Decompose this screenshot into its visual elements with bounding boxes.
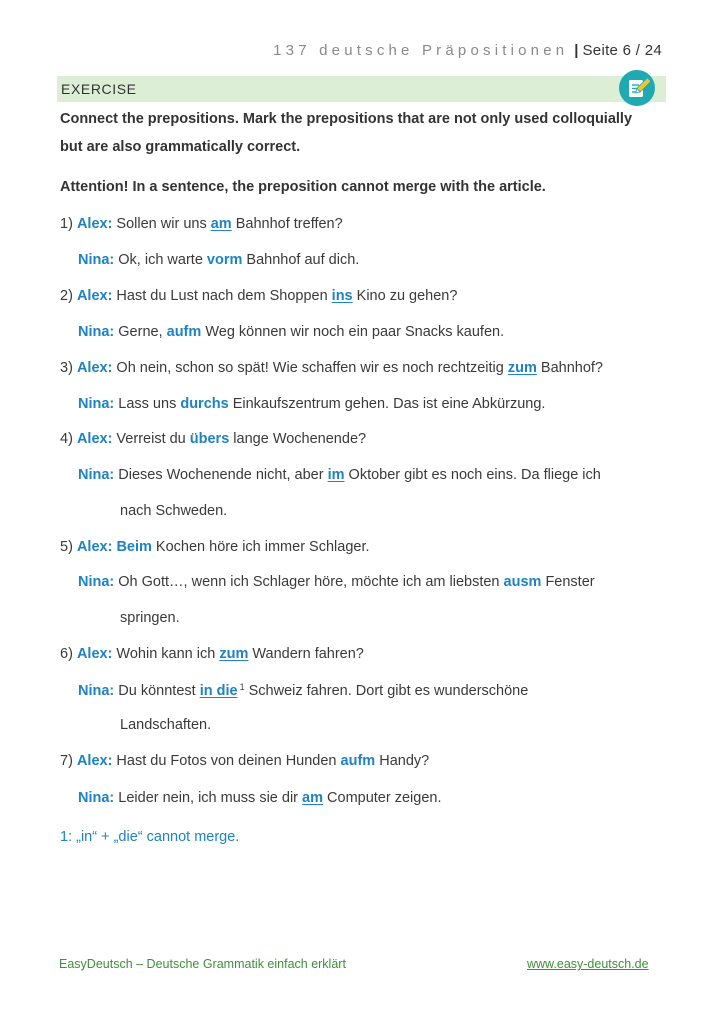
preposition-answer: in die: [199, 683, 238, 699]
page-header: [273, 42, 662, 59]
preposition-answer: am: [302, 790, 323, 806]
speaker-nina: Nina:: [78, 396, 115, 412]
sentence-text: Weg können wir noch ein paar Snacks kaufen.: [201, 324, 505, 340]
sentence-text: Kochen höre ich immer Schlager.: [151, 539, 370, 555]
sentence-text: Hast du Lust nach dem Shoppen: [112, 288, 332, 304]
page-number: Seite 6 / 24: [582, 42, 662, 59]
sentence-text: Dieses Wochenende nicht, aber: [114, 467, 328, 483]
pencil-note-icon: [619, 70, 655, 106]
sentence-text: Bahnhof auf dich.: [242, 252, 360, 268]
speaker-nina: Nina:: [78, 252, 115, 268]
dialogue-5-nina-continued: springen.: [120, 610, 180, 626]
speaker-alex: Alex:: [76, 360, 113, 376]
sentence-text: Schweiz fahren. Dort gibt es wunderschöne: [244, 683, 529, 699]
sentence-text: Bahnhof?: [536, 360, 603, 376]
speaker-alex: Alex:: [76, 539, 113, 555]
sentence-text: Kino zu gehen?: [352, 288, 458, 304]
sentence-text: Verreist du: [112, 431, 190, 447]
sentence-text: Oktober gibt es noch eins. Da fliege ich: [344, 467, 601, 483]
preposition-answer: am: [210, 216, 232, 232]
sentence-text: Wandern fahren?: [248, 646, 364, 662]
exercise-label: EXERCISE: [61, 81, 137, 97]
dialogue-6-nina: [78, 682, 528, 699]
sentence-text: Handy?: [375, 753, 430, 769]
dialogue-7-alex: [60, 753, 429, 769]
preposition-answer: Beim: [116, 539, 152, 555]
document-title: 137 deutsche Präpositionen: [273, 42, 569, 59]
sentence-text: Oh Gott…, wenn ich Schlager höre, möchte ich am liebsten: [114, 574, 504, 590]
sentence-text: Bahnhof treffen?: [231, 216, 343, 232]
sentence-text: Gerne,: [114, 324, 167, 340]
dialogue-7-nina: [78, 790, 441, 806]
dialogue-number: 5): [60, 539, 73, 555]
footer-website-link[interactable]: www.easy-deutsch.de: [527, 957, 649, 971]
sentence-text: Du könntest: [114, 683, 200, 699]
footnote: 1: „in“ + „die“ cannot merge.: [60, 829, 240, 845]
dialogue-5-alex: [60, 539, 370, 555]
dialogue-2-alex: [60, 288, 457, 304]
sentence-text: Computer zeigen.: [323, 790, 442, 806]
sentence-text: Ok, ich warte: [114, 252, 207, 268]
instruction-line-2: but are also grammatically correct.: [60, 139, 301, 155]
sentence-text: Einkaufszentrum gehen. Das ist eine Abkürzung.: [228, 396, 546, 412]
dialogue-number: 1): [60, 216, 73, 232]
preposition-answer: zum: [507, 360, 537, 376]
dialogue-number: 7): [60, 753, 73, 769]
sentence-text: Hast du Fotos von deinen Hunden: [112, 753, 341, 769]
dialogue-3-nina: [78, 396, 545, 412]
speaker-nina: Nina:: [78, 790, 115, 806]
preposition-answer: ausm: [503, 574, 542, 590]
dialogue-number: 3): [60, 360, 73, 376]
speaker-nina: Nina:: [78, 324, 115, 340]
preposition-answer: im: [327, 467, 345, 483]
dialogue-number: 6): [60, 646, 73, 662]
header-separator: |: [574, 42, 579, 59]
preposition-answer: zum: [219, 646, 249, 662]
dialogue-4-nina: [78, 467, 601, 483]
sentence-text: Lass uns: [114, 396, 181, 412]
dialogue-number: 2): [60, 288, 73, 304]
speaker-alex: Alex:: [76, 431, 113, 447]
sentence-text: Wohin kann ich: [112, 646, 220, 662]
dialogue-number: 4): [60, 431, 73, 447]
speaker-alex: Alex:: [76, 288, 113, 304]
sentence-text: Fenster: [541, 574, 595, 590]
preposition-answer: ins: [331, 288, 353, 304]
dialogue-1-nina: [78, 252, 359, 268]
dialogue-6-alex: [60, 646, 364, 662]
dialogue-1-alex: [60, 216, 343, 232]
exercise-bar: [57, 76, 666, 102]
preposition-answer: aufm: [166, 324, 202, 340]
footnote-marker: 1: [239, 682, 245, 692]
sentence-text: Sollen wir uns: [112, 216, 211, 232]
dialogue-2-nina: [78, 324, 504, 340]
dialogue-4-alex: [60, 431, 366, 447]
instruction-line-1: Connect the prepositions. Mark the prepositions that are not only used colloquially: [60, 111, 633, 127]
sentence-text: Leider nein, ich muss sie dir: [114, 790, 303, 806]
speaker-nina: Nina:: [78, 467, 115, 483]
dialogue-5-nina: [78, 574, 595, 590]
speaker-alex: Alex:: [76, 216, 113, 232]
dialogue-4-nina-continued: nach Schweden.: [120, 503, 228, 519]
preposition-answer: übers: [189, 431, 230, 447]
preposition-answer: vorm: [206, 252, 243, 268]
speaker-alex: Alex:: [76, 753, 113, 769]
preposition-answer: aufm: [340, 753, 376, 769]
footer-tagline: EasyDeutsch – Deutsche Grammatik einfach erklärt: [59, 957, 346, 971]
dialogue-6-nina-continued: Landschaften.: [120, 717, 212, 733]
preposition-answer: durchs: [180, 396, 229, 412]
attention-note: Attention! In a sentence, the preposition cannot merge with the article.: [60, 179, 546, 195]
speaker-alex: Alex:: [76, 646, 113, 662]
speaker-nina: Nina:: [78, 574, 115, 590]
dialogue-3-alex: [60, 360, 603, 376]
speaker-nina: Nina:: [78, 683, 115, 699]
sentence-text: Oh nein, schon so spät! Wie schaffen wir es noch rechtzeitig: [112, 360, 508, 376]
sentence-text: lange Wochenende?: [229, 431, 367, 447]
